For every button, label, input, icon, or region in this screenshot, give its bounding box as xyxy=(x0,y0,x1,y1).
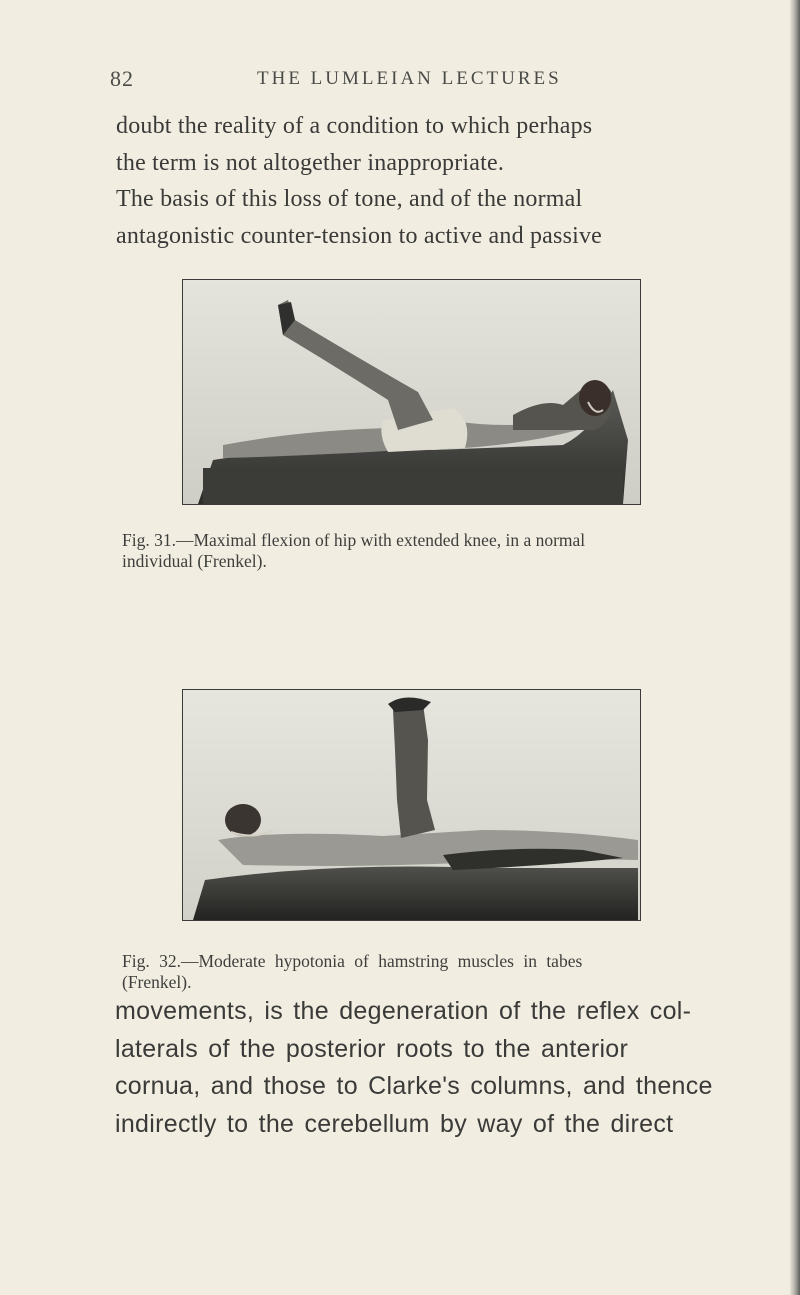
text-line: the term is not altogether inappropriate. xyxy=(116,149,505,176)
text-line: doubt the reality of a condition to which perhaps xyxy=(116,113,593,139)
caption-line: (Frenkel). xyxy=(122,972,192,992)
text-line: The basis of this loss of tone, and of the normal xyxy=(116,186,583,212)
caption-line: Fig. 32.—Moderate hypotonia of hamstring muscles in tabes xyxy=(122,951,583,971)
page-header xyxy=(0,66,800,96)
figure-32-photograph xyxy=(182,689,641,921)
text-line: laterals of the posterior roots to the anterior xyxy=(115,1034,629,1063)
caption-line: individual (Frenkel). xyxy=(122,551,267,571)
figure-31-photograph xyxy=(182,279,641,505)
body-text-bottom xyxy=(115,993,735,1143)
page-edge-shadow xyxy=(790,0,800,1295)
caption-line: Fig. 31.—Maximal flexion of hip with extended knee, in a normal xyxy=(122,530,586,550)
text-line: indirectly to the cerebellum by way of the direct xyxy=(115,1109,674,1138)
text-line: antagonistic counter-tension to active and passive xyxy=(116,222,603,249)
text-line: cornua, and those to Clarke's columns, and thence xyxy=(115,1072,713,1100)
running-title: THE LUMLEIAN LECTURES xyxy=(257,68,562,89)
figure-32-caption xyxy=(122,951,722,993)
figure-31-caption xyxy=(122,530,722,572)
body-text-top xyxy=(116,108,716,254)
page-number: 82 xyxy=(110,66,134,91)
text-line: movements, is the degeneration of the reflex col- xyxy=(115,997,692,1025)
